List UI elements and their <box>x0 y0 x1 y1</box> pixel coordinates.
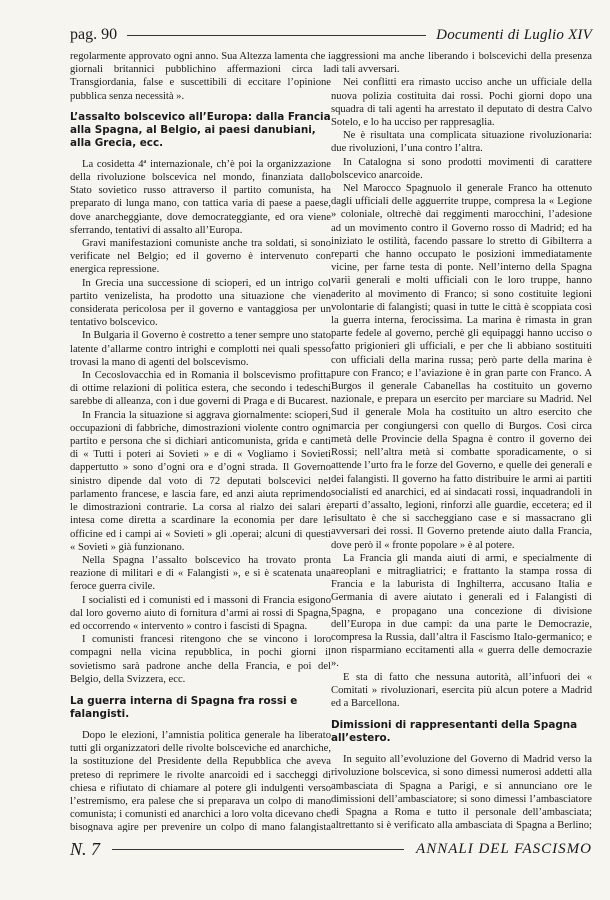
issue-number: N. 7 <box>70 838 101 859</box>
right-column <box>331 50 592 832</box>
paragraph: In Francia la situazione si aggrava giornalmente: scioperi, occupazioni di fabbriche, dimostrazioni violente contro ogni partito e persona che si dichiari anticomunista, grida e canti di « Tutti i poteri ai Sovieti » e di « Vogliamo i Sovieti dappertutto » sono d’ogni ora e d’ogni strada. Il Governo sinistro dipende dal voto di 72 deputati bolscevici nel parlamento francese, e lascia fare, ed anzi aiuta reprimendo le dimostrazioni contrarie. La corsa al rialzo dei salari è intesa come diretta a scardinare la economia per dare le officine ed i campi ai « Sovieti » gli .operai; alcuni di questi « Sovieti » già funzionano. <box>70 409 331 553</box>
paragraph: Ne è risultata una complicata situazione rivoluzionaria: due rivoluzioni, l’una contro l’altra. <box>331 130 592 155</box>
paragraph: La Francia gli manda aiuti di armi, e specialmente di areoplani e mitragliatrici; e frattanto la stampa rossa di Francia e la laburista di Inghilterra, accusano Italia e Germania di avere aiutato i generali ed i Falangisti di Spagna, e propagano una concezione di divisione dell’Europa in due campi: da una parte le Democrazie, compresa la Russia, dall’altra il Fascismo Italo-germanico; e non risparmiano eccitamenti alla « guerra delle democrazie ». <box>331 552 592 670</box>
left-column <box>70 50 331 832</box>
paragraph: Dopo le elezioni, l’amnistia politica generale ha liberato tutti gli organizzatori delle rivolte bolsceviche ed anarchiche, la sostituzione del Presidente della Repubblica che aveva preteso di reprimere le rivolte anarcoidi ed i saccheggi di chiesa e rifiutato di chiamare al potere gli indulgenti verso l’estremismo, era palese che si preparava un colpo di mano comunista; i comunisti ed anarchici a loro volta dicevano che bisognava agire per prevenire un colpo di mano falangista <box>70 729 331 832</box>
paragraph: regolarmente approvato ogni anno. Sua Altezza lamenta che i giornali britannici pubblichino affermazioni circa la Transgiordania, false e suscettibili di eccitare l’opinione pubblica senza necessità ». <box>70 51 331 102</box>
paragraph: In seguito all’evoluzione del Governo di Madrid verso la rivoluzione bolscevica, si sono dimessi numerosi addetti alla ambasciata di Spagna a Parigi, e si annunciano ore le dimissioni dell’ambasciatore; si sono dimessi l’ambasciatore di Spagna a Roma e tutto il personale dell’ambasciata; altrettanto si è verificato alla ambasciata di Spagna a Berlino; <box>331 754 592 832</box>
paragraph: Nei conflitti era rimasto ucciso anche un ufficiale della nuova polizia costituita dai rossi. Pochi giorni dopo una squadra di tali agenti ha arrestato il deputato di destra Calvo Sotelo, e lo ha ucciso per rappresaglia. <box>331 77 592 129</box>
section-heading: Dimissioni di rappresentanti della Spagna all’estero. <box>331 719 578 745</box>
paragraph: Gravi manifestazioni comuniste anche tra soldati, si sono verificate nel Belgio; ed il governo è intervenuto con energica repressione. <box>70 238 331 276</box>
paragraph: In Catalogna si sono prodotti movimenti di carattere bolscevico anarcoide. <box>331 156 592 181</box>
page-header <box>70 24 592 46</box>
running-title: Documenti di Luglio XIV <box>436 26 592 43</box>
paragraph: Nel Marocco Spagnuolo il generale Franco ha ottenuto dagli ufficiali delle agguerrite truppe, compresa la « Legione » coloniale, oltrechè dai reggimenti marocchini, l’adesione ad un movimento contro il Governo rosso di Madrid; ed ha iniziato le ostilità, facendo passare lo stretto di Gibilterra a reparti che hanno occupato le posizioni immediatamente vicine, per farne testa di ponte. Nell’interno della Spagna varii generali e molti ufficiali con le loro truppe, hanno aderito al movimento di Franco; si sono costituite legioni volontarie di falangisti; quasi in tutte le città è scoppiata così la guerra interna, ferocissima. La marina è rimasta in gran parte fedele al governo, perchè gli equipaggi hanno ucciso o fatto prigionieri gli ufficiali, e per che li abbiano sostituiti con ufficiali della marina russa; però parte della marina è pure con Franco; e l’aviazione è in gran parte con Franco. A Burgos il generale Cabanellas ha costituito un governo nazionale, e prepara un esercito per marciare su Madrid. Nel Sud il generale Mola ha costituito un altro esercito che marcia per congiungersi con quello di Burgos. Così circa metà delle Provincie della Spagna è contro il governo dei Rossi; nell’altra metà si combatte sporadicamente, o si attende l’urto fra le forze del Governo, e quelle dei generali e dei falangisti. Il governo ha fatto distribuire le armi ai partiti socialisti ed anarchici, ed ai sindacati rossi, inquadrandoli in reparti d’assalto, legioni, rinforzi alle guardie, eccetera; ed il risultato è che si saccheggiano case e si massacrano gli avversari dei rossi. Il Governo pretende aiuto dalla Francia, dove però il « fronte popolare » è al potere. <box>331 183 592 551</box>
paragraph: La cosidetta 4ª internazionale, ch’è poi la organizzazione della rivoluzione bolscevica nel mondo, finanziata dallo Stato sovietico russo attraverso il partito comunista, ha preparato di lunga mano, con tattica varia di paese a paese, dove anarcheggiante, dove democrateggiante, ed ora viene sferrando, tentativi di assalto all’Europa. <box>70 158 331 236</box>
paragraph: I comunisti francesi ritengono che se vincono i loro compagni nella vicina repubblica, in pochi giorni il sovietismo sarà padrone anche della Francia, e poi del Belgio, della Svizzera, ecc. <box>70 634 331 685</box>
paragraph: In Cecoslovacchia ed in Romania il bolscevismo profitta di ottime relazioni di politica estera, che secondo i tedeschi sarebbe di alleanza, con i due governi di Praga e di Bucarest. <box>70 370 331 408</box>
header-rule <box>127 35 426 36</box>
paragraph: In Grecia una successione di scioperi, ed un intrigo col partito venizelista, ha prodotto una situazione che vien considerata pericolosa per il governo e vantaggiosa per un tentativo bolscevico. <box>70 277 331 329</box>
footer-rule <box>112 849 404 850</box>
section-heading: L’assalto bolscevico all’Europa: dalla Francia alla Spagna, al Belgio, ai paesi danubiani, alla Grecia, ecc. <box>70 110 331 149</box>
article-columns <box>70 50 592 832</box>
page-footer <box>70 838 592 860</box>
paragraph: I socialisti ed i comunisti ed i massoni di Francia esigono dal loro governo aiuto di fornitura d’armi ai rossi di Spagna, ed occorrendo « intervento » contro i fascisti di Spagna. <box>70 594 331 632</box>
section-heading: La guerra interna di Spagna fra rossi e falangisti. <box>70 694 298 720</box>
paragraph: Nella Spagna l’assalto bolscevico ha trovato pronta reazione di militari e di « Falangisti », e si è scatenata una feroce guerra civile. <box>70 554 331 593</box>
paragraph: In Bulgaria il Governo è costretto a tener sempre uno stato latente d’allarme contro intrighi e complotti nei quali spesso trovasi la mano di agenti del bolscevismo. <box>70 330 331 368</box>
paragraph: E sta di fatto che nessuna autorità, all’infuori dei « Comitati » rivoluzionari, esercita più alcun potere a Madrid ed a Barcellona. <box>331 671 592 709</box>
paragraph: aggressioni ma anche liberando i bolscevichi della presenza di tali avversari. <box>331 51 592 76</box>
page-number: pag. 90 <box>70 26 118 43</box>
publication-title: ANNALI DEL FASCISMO <box>416 840 592 857</box>
